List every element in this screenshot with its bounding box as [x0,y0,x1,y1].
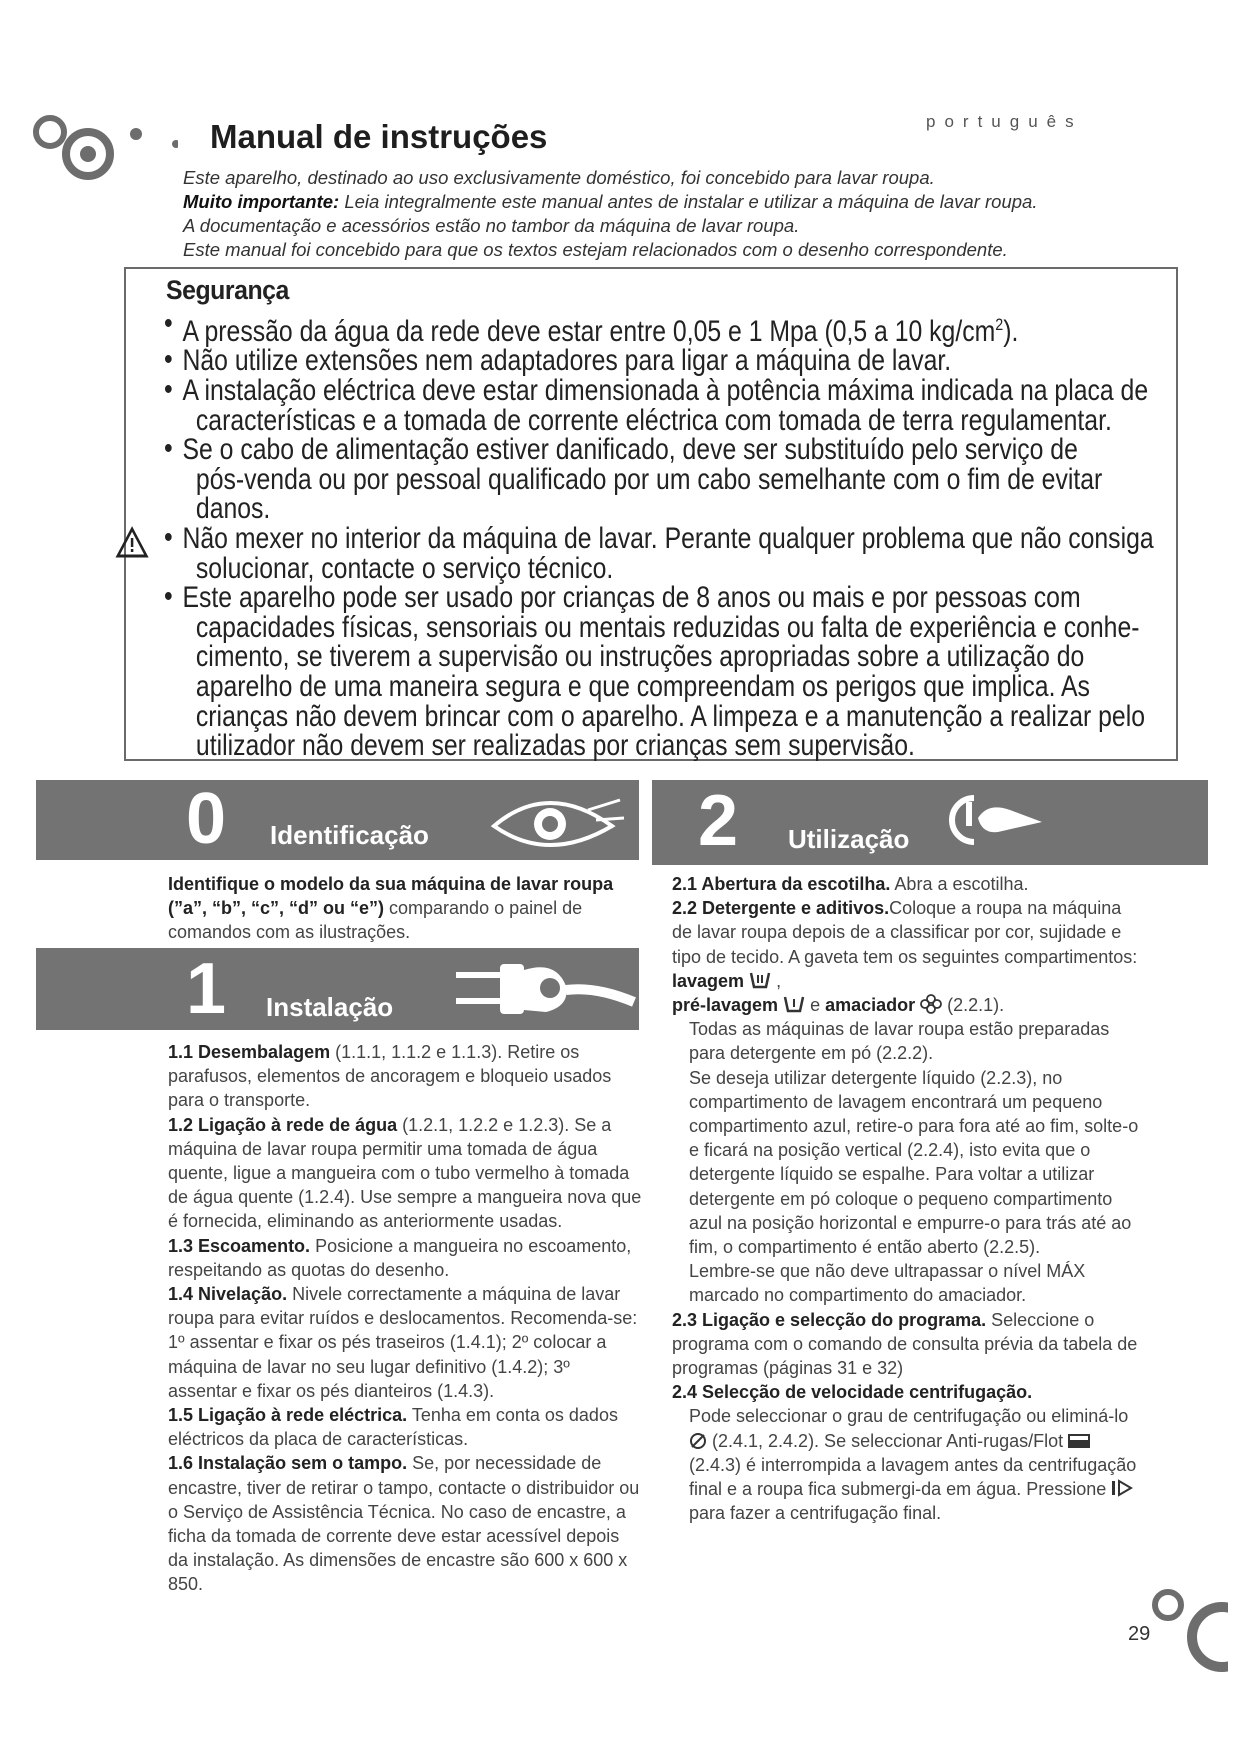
logo-circles-icon [28,110,178,200]
paragraph-bold: Identifique o modelo da sua máquina de lavar roupa (”a”, “b”, “c”, “d” ou “e”) [168,874,614,919]
flower-icon [920,994,942,1014]
section-1-label: Instalação [266,992,394,1022]
safety-text: utilizador não devem ser realizadas por crianças sem supervisão. [195,729,915,763]
section-2-number: 2 [698,781,739,861]
paragraph-number: 1.3 Escoamento. [168,1235,311,1256]
bullet: • [164,432,173,466]
paragraph-number: 1.6 Instalação sem o tampo. [168,1453,408,1474]
play-pause-icon [1111,1479,1133,1497]
paragraph [168,1234,642,1282]
intro-text [183,166,1183,262]
paragraph-number: 1.1 Desembalagem [168,1042,331,1062]
safety-text: aparelho de uma maneira segura e que compreendam os perigos que implica. As [195,669,1090,703]
bullet: • [164,343,173,377]
section-2-label: Utilização [788,824,910,854]
section-0-band [36,780,639,860]
paragraph-text: Pode seleccionar o grau de centrifugação ou eliminá-lo [689,1406,1129,1427]
eye-icon [488,788,628,854]
safety-text: capacidades físicas, sensoriais ou mentais reduzidas ou falta de experiência e conhe- [195,610,1140,644]
intro-line-rest: Leia integralmente este manual antes de instalar e utilizar a máquina de lavar roupa. [339,191,1038,212]
wash-tub-icon [783,995,805,1013]
intro-line: Este manual foi concebido para que os textos estejam relacionados com o desenho correspondente. [183,239,1008,260]
paragraph [168,1282,642,1403]
paragraph-text: Abra a escotilha. [890,874,1029,894]
paragraph-text: (1.1.1, 1.1.2 e 1.1.3). Retire os parafusos, elementos de ancoragem e bloqueio usados para o transporte. [168,1042,612,1111]
paragraph: Se deseja utilizar detergente líquido (2.2.3), no compartimento de lavagem encontrará um pequeno compartimento azul, retire-o para fora até ao fim, solte-o e ficará na posição vertical (2.2.4), isto evita que o detergente líquido se espalhe. Para voltar a utilizar detergente em pó coloque o pequeno compartimento azul na posição horizontal e empurre-o para trás até ao fim, o compartimento é então aberto (2.2.5). [689,1067,1139,1258]
section-0-number: 0 [186,779,227,859]
intro-important: Muito importante: [183,191,340,212]
paragraph-text: (2.2.1). [942,995,1005,1016]
paragraph-text: Tenha em conta os dados eléctricos da placa de características. [168,1405,618,1450]
page-title: Manual de instruções [210,118,548,155]
paragraph-text: comparando o painel de comandos com as ilustrações. [168,898,583,943]
lavagem-label: lavagem [672,970,745,991]
safety-text: cimento, se tiverem a supervisão ou instruções apropriadas sobre a utilização do [195,640,1085,674]
safety-item [164,373,1175,437]
section-1-number: 1 [186,949,227,1029]
safety-text: ). [1003,314,1019,348]
bullet: • [164,520,173,554]
wash-tub-icon [749,971,771,989]
paragraph-text: (1.2.1, 1.2.2 e 1.2.3). Se a máquina de lavar roupa permitir uma tomada de água quente, ligue a mangueira com o tubo vermelho à tomada de água quente (1.2.4). Use sempre a mangueira nova que é fornecida, eliminando as anteriormente usadas. [168,1114,642,1232]
safety-text: características e a tomada de corrente eléctrica com tomada de terra regulamentar. [195,403,1112,437]
safety-text: danos. [195,492,271,526]
paragraph-text: Nivele correctamente a máquina de lavar roupa para evitar ruídos e deslocamentos. Recomenda-se: 1º assentar e fixar os pés traseiros (1.4.1); 2º colocar a máquina de lavar no seu lugar definitivo (1.4.2); 3º assentar e fixar os pés dianteiros (1.4.3). [168,1284,638,1401]
paragraph-text: Seleccione o programa com o comando de consulta prévia da tabela de programas (páginas 31 e 32) [672,1309,1138,1379]
paragraph [672,1404,1146,1525]
safety-text: Este aparelho pode ser usado por crianças de 8 anos ou mais e por pessoas com [182,581,1081,615]
paragraph [672,872,1146,896]
no-spin-icon [689,1432,707,1450]
section-1-text [168,1040,642,1597]
paragraph-text: Coloque a roupa na máquina de lavar roupa depois de a classificar por cor, sujidade e tipo de tecido. A gaveta tem os seguintes compartimentos: [672,898,1138,967]
paragraph-number: 1.2 Ligação à rede de água [168,1114,398,1135]
section-2-band [652,780,1208,865]
safety-item [164,343,1175,378]
safety-text: crianças não devem brincar com o aparelho. A limpeza e a manutenção a realizar pelo [195,699,1145,733]
finger-button-icon [938,788,1058,858]
paragraph [168,1403,642,1451]
paragraph-number: 2.1 Abertura da escotilha. [672,874,891,894]
paragraph [672,896,1146,1017]
paragraph-text: e [805,995,826,1016]
safety-item [164,307,1175,348]
paragraph [168,1113,642,1234]
bullet: • [164,373,173,407]
paragraph-number: 1.4 Nivelação. [168,1284,288,1305]
paragraph-text: Se, por necessidade de encastre, tiver de retirar o tampo, contacte o distribuidor ou o Serviço de Assistência Técnica. No caso de encastre, a ficha da tomada de corrente deve estar acessível depois da instalação. As dimensões de encastre são 600 x 600 x 850. [168,1453,640,1595]
safety-text: pós-venda ou por pessoal qualificado por um cabo semelhante com o fim de evitar [195,462,1103,496]
section-1-band [36,948,639,1030]
paragraph-number: 2.2 Detergente e aditivos. [672,898,890,919]
page-number: 29 [1128,1623,1151,1645]
safety-item [164,432,1175,526]
paragraph-text: (2.4.3) é interrompida a lavagem antes da centrifugação final e a roupa fica submergi-da em água. Pressione [689,1454,1137,1500]
language-label: português [926,112,1083,131]
safety-text: Não mexer no interior da máquina de lavar. Perante qualquer problema que não consiga [182,521,1154,555]
safety-text: A instalação eléctrica deve estar dimensionada à potência máxima indicada na placa de [182,374,1149,408]
paragraph [168,1451,642,1596]
paragraph-number: 2.3 Ligação e selecção do programa. [672,1309,987,1330]
section-2-text [672,872,1146,1525]
section-0-label: Identificação [270,820,429,850]
paragraph-text: Posicione a mangueira no escoamento, respeitando as quotas do desenho. [168,1235,632,1280]
amaciador-label: amaciador [825,995,916,1016]
safety-text: A pressão da água da rede deve estar entre 0,05 e 1 Mpa (0,5 a 10 kg/cm [182,314,996,348]
warning-triangle-icon [115,526,149,558]
logo-circles-icon [1138,1575,1228,1685]
paragraph [672,1380,1146,1404]
paragraph: Todas as máquinas de lavar roupa estão preparadas para detergente em pó (2.2.2). [689,1019,1110,1064]
safety-list [164,307,1175,763]
bullet: • [164,580,173,614]
plug-icon [446,956,636,1024]
safety-text: solucionar, contacte o serviço técnico. [195,551,614,585]
safety-item [164,520,1175,585]
intro-line [183,190,1183,214]
superscript: 2 [995,315,1004,334]
safety-item [164,580,1175,763]
paragraph [168,1040,642,1113]
section-0-text [168,872,638,945]
paragraph [672,1308,1146,1381]
paragraph-text: para fazer a centrifugação final. [689,1503,942,1524]
bullet: • [164,307,173,340]
paragraph [168,872,638,945]
paragraph-number: 1.5 Ligação à rede eléctrica. [168,1405,408,1426]
intro-line: A documentação e acessórios estão no tambor da máquina de lavar roupa. [183,215,800,236]
safety-text: Não utilize extensões nem adaptadores para ligar a máquina de lavar. [182,344,952,378]
safety-title: Segurança [166,275,289,305]
paragraph-text: , [771,970,782,991]
intro-line: Este aparelho, destinado ao uso exclusivamente doméstico, foi concebido para lavar roupa. [183,167,935,188]
paragraph-number: 2.4 Selecção de velocidade centrifugação. [672,1382,1033,1403]
paragraph-text: (2.4.1, 2.4.2). Se seleccionar Anti-rugas/Flot [707,1430,1069,1451]
prelavagem-label: pré-lavagem [672,995,779,1016]
antirugas-icon [1068,1434,1090,1448]
paragraph: Lembre-se que não deve ultrapassar o nível MÁX marcado no compartimento do amaciador. [689,1261,1086,1306]
safety-text: Se o cabo de alimentação estiver danificado, deve ser substituído pelo serviço de [182,433,1078,467]
